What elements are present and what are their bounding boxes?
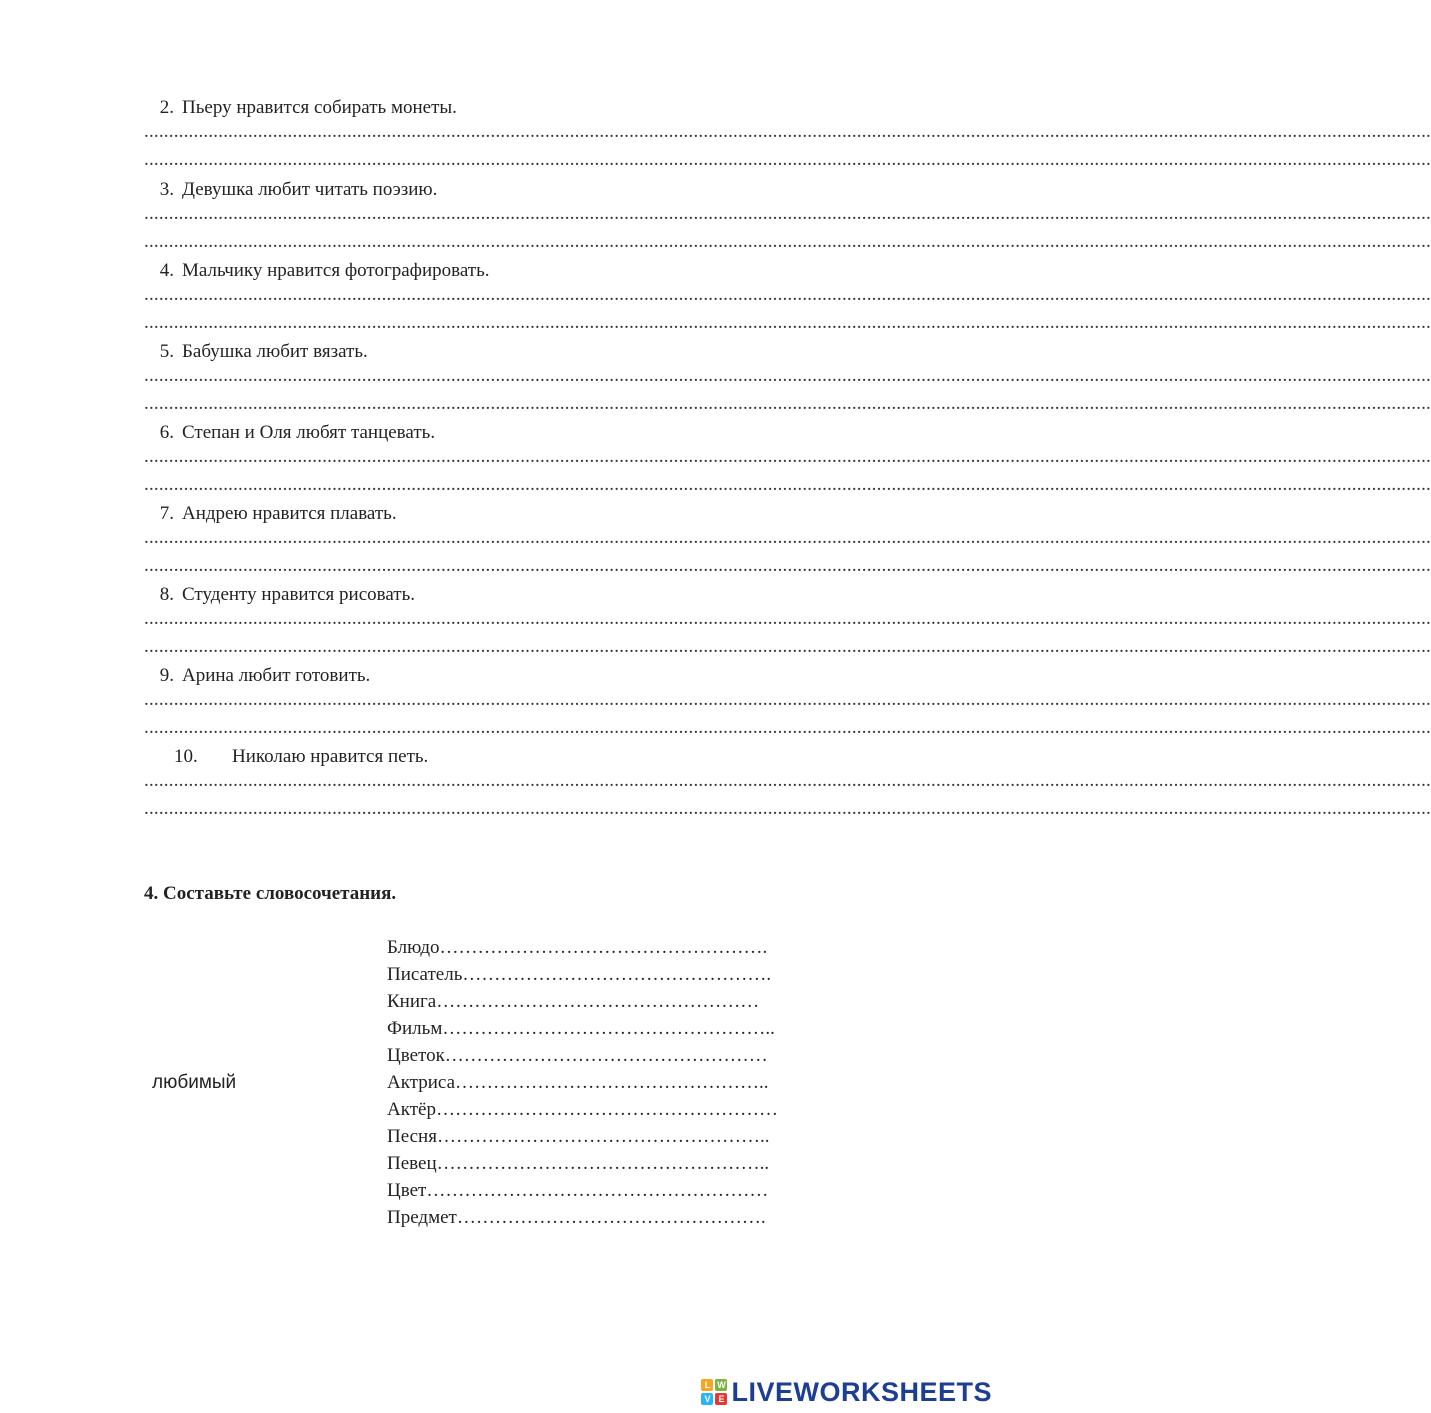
logo-tile: V <box>701 1393 713 1405</box>
answer-line[interactable]: .................................................................................................................................................................................................................................................................... <box>144 312 1431 333</box>
item-number: 5. <box>159 341 174 362</box>
noun-blank[interactable]: Писатель…………………………………………. <box>387 964 772 985</box>
item-number: 4. <box>159 260 174 281</box>
adjective-word: любимый <box>152 1072 237 1093</box>
answer-line[interactable]: .................................................................................................................................................................................................................................................................... <box>144 284 1431 305</box>
answer-line[interactable]: .................................................................................................................................................................................................................................................................... <box>144 446 1431 467</box>
answer-line[interactable]: .................................................................................................................................................................................................................................................................... <box>144 121 1431 142</box>
answer-line[interactable]: .................................................................................................................................................................................................................................................................... <box>144 717 1431 738</box>
item-number: 9. <box>159 665 174 686</box>
item-text: Девушка любит читать поэзию. <box>182 179 438 200</box>
item-text: Андрею нравится плавать. <box>182 503 397 524</box>
answer-line[interactable]: .................................................................................................................................................................................................................................................................... <box>144 474 1431 495</box>
answer-line[interactable]: .................................................................................................................................................................................................................................................................... <box>144 770 1431 791</box>
watermark-text: LIVEWORKSHEETS <box>731 1376 992 1407</box>
exercise-item <box>144 421 1431 503</box>
answer-line[interactable]: .................................................................................................................................................................................................................................................................... <box>144 203 1431 224</box>
answer-line[interactable]: .................................................................................................................................................................................................................................................................... <box>144 555 1431 576</box>
noun-blank[interactable]: Предмет…………………………………………. <box>387 1207 766 1228</box>
item-number: 6. <box>159 422 174 443</box>
answer-line[interactable]: .................................................................................................................................................................................................................................................................... <box>144 798 1431 819</box>
exercise-item <box>144 745 1431 827</box>
item-sentence <box>144 583 415 607</box>
item-sentence <box>144 664 370 688</box>
exercise-item <box>144 340 1431 422</box>
answer-line[interactable]: .................................................................................................................................................................................................................................................................... <box>144 393 1431 414</box>
item-text: Студенту нравится рисовать. <box>182 584 416 605</box>
logo-tile: L <box>701 1379 713 1391</box>
item-sentence <box>144 178 437 202</box>
exercise-item <box>144 96 1431 178</box>
item-sentence <box>144 421 435 445</box>
item-number: 10. <box>174 746 198 767</box>
answer-line[interactable]: .................................................................................................................................................................................................................................................................... <box>144 527 1431 548</box>
noun-blank[interactable]: Цвет……………………………………………… <box>387 1180 769 1201</box>
item-number: 7. <box>159 503 174 524</box>
answer-line[interactable]: .................................................................................................................................................................................................................................................................... <box>144 149 1431 170</box>
noun-list <box>387 934 778 1231</box>
item-sentence <box>144 745 428 769</box>
item-number: 8. <box>159 584 174 605</box>
answer-line[interactable]: .................................................................................................................................................................................................................................................................... <box>144 689 1431 710</box>
liveworksheets-watermark <box>701 1377 992 1407</box>
answer-line[interactable]: .................................................................................................................................................................................................................................................................... <box>144 365 1431 386</box>
item-text: Степан и Оля любят танцевать. <box>182 422 436 443</box>
noun-blank[interactable]: Фильм…………………………………………….. <box>387 1018 775 1039</box>
item-text: Николаю нравится петь. <box>232 746 429 767</box>
logo-tile: W <box>717 1380 726 1390</box>
item-text: Арина любит готовить. <box>182 665 371 686</box>
noun-blank[interactable]: Певец…………………………………………….. <box>387 1153 770 1174</box>
exercise-item <box>144 178 1431 260</box>
exercise-item <box>144 583 1431 665</box>
noun-blank[interactable]: Книга…………………………………………… <box>387 991 760 1012</box>
answer-line[interactable]: .................................................................................................................................................................................................................................................................... <box>144 636 1431 657</box>
item-sentence <box>144 96 457 120</box>
noun-blank[interactable]: Песня…………………………………………….. <box>387 1126 770 1147</box>
noun-blank[interactable]: Актёр……………………………………………… <box>387 1099 778 1120</box>
logo-tile: E <box>715 1393 727 1405</box>
item-sentence <box>144 502 397 526</box>
noun-blank[interactable]: Блюдо……………………………………………. <box>387 937 768 958</box>
item-number: 3. <box>159 179 174 200</box>
exercise-item <box>144 259 1431 341</box>
noun-blank[interactable]: Цветок…………………………………………… <box>387 1045 768 1066</box>
exercise-item <box>144 664 1431 746</box>
liveworksheets-logo-icon <box>701 1379 727 1405</box>
item-text: Бабушка любит вязать. <box>182 341 368 362</box>
exercise-item <box>144 502 1431 584</box>
answer-line[interactable]: .................................................................................................................................................................................................................................................................... <box>144 231 1431 252</box>
item-text: Пьеру нравится собирать монеты. <box>182 97 457 118</box>
noun-blank[interactable]: Актриса………………………………………….. <box>387 1072 769 1093</box>
item-sentence <box>144 340 368 364</box>
item-number: 2. <box>159 97 174 118</box>
item-text: Мальчику нравится фотографировать. <box>182 260 490 281</box>
answer-line[interactable]: .................................................................................................................................................................................................................................................................... <box>144 608 1431 629</box>
exercise-4-title: 4. Составьте словосочетания. <box>144 883 397 904</box>
item-sentence <box>144 259 490 283</box>
